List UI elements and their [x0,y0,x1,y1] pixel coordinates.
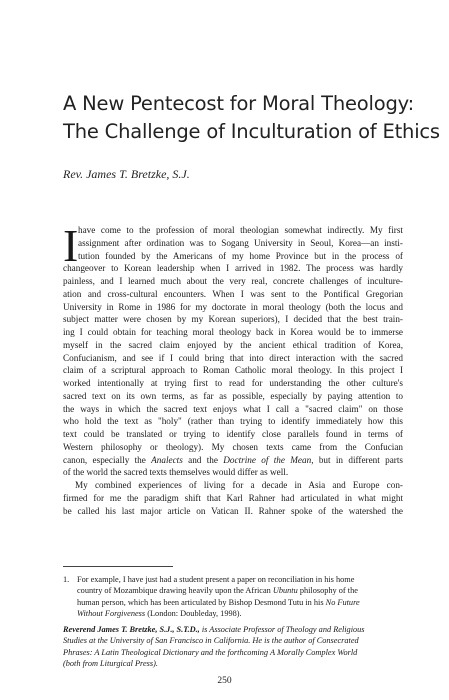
footnote-line [63,597,403,608]
body-line: sacred text on its own terms, as far as possible, especially by paying attention to [63,390,403,401]
bio-line: Studies at the University of San Francisco in California. He is the author of Consecrated [63,636,359,646]
body-line: Confucianism, and see if I could bring that into direct interaction with the sacred [63,352,403,363]
author-byline: Rev. James T. Bretzke, S.J. [63,167,190,181]
bio-line [63,624,403,635]
bio-line: (both from Liturgical Press). [63,658,158,668]
analects-title: Analects [151,454,183,465]
ubuntu-term: Ubuntu [272,586,298,596]
body-text [63,220,403,517]
footnote-line [63,585,403,596]
book-title: Without Forgiveness [77,608,146,618]
text-run: , but in different parts [311,454,403,465]
body-line: worked intentionally at trying first to read for understanding the other culture's [63,378,403,388]
title-line-2: The Challenge of Inculturation of Ethics [63,120,440,143]
body-line: assignment after ordination was to Sogang University in Seoul, Korea—an insti- [78,237,403,248]
text-run: canon, especially the [63,454,152,465]
body-line: be called his last major article on Vatican II. Rahner spoke of the watershed the [63,505,403,516]
article-title [63,90,440,146]
text-run: is Associate Professor of Theology and Religious [199,625,365,634]
body-line: claim of a scriptural approach to Roman Catholic moral theology. In this project I [63,365,403,376]
body-line: ation and cross-cultural encounters. When I was sent to the Pontifical Gregorian [63,288,403,299]
body-line: myself in the sacred claim enjoyed by the ancient ethical tradition of Korea, [63,339,403,350]
body-line: University in Rome in 1986 for my doctorate in moral theology (both the locus and [63,301,403,312]
footnote-line [63,574,403,585]
page-number: 250 [217,676,232,686]
title-line-1: A New Pentecost for Moral Theology: [63,92,414,115]
body-line: tution founded by the Americans of my home Province but in the process of [78,250,403,261]
text-run: (London: Doubleday, 1998). [145,608,242,618]
body-line: of the world the sacred texts themselves would differ as well. [63,467,289,478]
body-line: firmed for me the paradigm shift that Karl Rahner had articulated in what might [63,492,403,503]
body-line: changeover to Korean leadership when I arrived in 1982. The process was hardly [63,263,403,274]
footnote-rule [63,566,173,567]
text-run: human person, which has been articulated by Bishop Desmond Tutu in his [77,597,326,607]
body-line: My combined experiences of living for a decade in Asia and Europe con- [75,480,403,490]
body-line: text could be translated or trying to identify close parallels found in terms of [63,429,403,439]
drop-cap: I [63,220,79,271]
body-line [63,454,403,467]
author-bio [63,624,403,669]
body-line: subject matter were chosen by my Korean superiors), I decided that the best train- [63,314,403,325]
body-line: ing I could obtain for teaching moral theology back in Korea would be to immerse [63,327,403,337]
text-run: For example, I have just had a student present a paper on reconciliation in his home [77,575,355,584]
text-run: country of Mozambique drawing heavily upon the African [77,586,273,596]
doctrine-title: Doctrine of the Mean [223,454,312,465]
bio-name: Reverend James T. Bretzke, S.J., S.T.D., [63,625,200,634]
body-line: painless, and I learned much about the very real, concrete challenges of inculture- [63,276,403,286]
text-run: philosophy of the [297,586,358,596]
body-line: Western philosophy or theology). My chosen texts came from the Confucian [63,441,403,452]
footnote [63,574,403,619]
body-line: have come to the profession of moral theologian somewhat indirectly. My first [78,225,403,235]
footnote-line [63,608,403,619]
footnote-number: 1. [63,575,70,584]
book-title: No Future [325,597,360,607]
bio-line: Phrases: A Latin Theological Dictionary and the forthcoming A Morally Complex World [63,647,358,657]
body-line: the ways in which the sacred text enjoys what I call a "sacred claim" on those [63,403,403,414]
text-run: and the [182,454,224,465]
body-line: who hold the text as "holy" (rather than trying to identify immediately how this [63,416,403,427]
